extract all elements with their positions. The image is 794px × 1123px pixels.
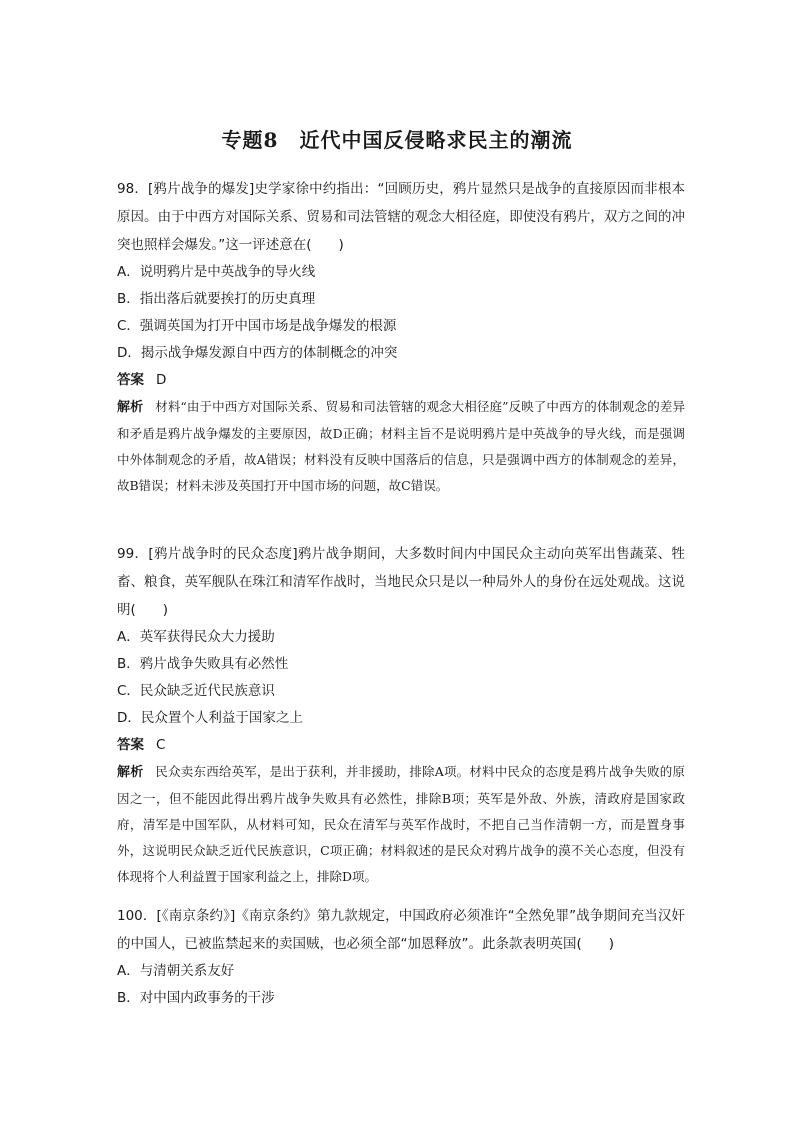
explanation-text: 民众卖东西给英军，是出于获利，并非援助，排除A项。材料中民众的态度是鸦片战争失败的原因之一，但不能因此得出鸦片战争失败具有必然性，排除B项；英军是外敌、外族，清政府是国家政府，清军是中国军队，从材料可知，民众在清军与英军作战时，不把自己当作清朝一方，而是置身事外，这说明民众缺乏近代民族意识，C项正确；材料叙述的是民众对鸦片战争的漠不关心态度，但没有体现将个人利益置于国家利益之上，排除D项。: [117, 764, 685, 884]
question-stem: 99．[鸦片战争时的民众态度]鸦片战争期间，大多数时间内中国民众主动向英军出售蔬菜、牲畜、粮食，英军舰队在珠江和清军作战时，当地民众只是以一种局外人的身份在远处观战。这说明( ): [117, 546, 685, 618]
explanation-label: 解析: [117, 400, 144, 415]
question-99: [117, 540, 685, 890]
answer-value: D: [156, 372, 167, 388]
question-100: [117, 902, 685, 1012]
question-stem: 100．[《南京条约》]《南京条约》第九款规定，中国政府必须准许“全然免罪”战争期间充当汉奸的中国人，已被监禁起来的卖国贼，也必须全部“加恩释放”。此条款表明英国( ): [117, 908, 685, 952]
option-a: A．说明鸦片是中英战争的导火线: [117, 264, 316, 280]
answer-line: [117, 732, 685, 759]
explanation: [117, 759, 685, 890]
question-98: [117, 175, 685, 499]
option-b: B．鸦片战争失败具有必然性: [117, 656, 289, 672]
answer-label: 答案: [117, 737, 144, 753]
question-stem: 98．[鸦片战争的爆发]史学家徐中约指出：“回顾历史，鸦片显然只是战争的直接原因而非根本原因。由于中西方对国际关系、贸易和司法管辖的观念大相径庭，即使没有鸦片，双方之间的冲突也照样会爆发。”这一评述意在( ): [117, 181, 685, 253]
option-b: B．指出落后就要挨打的历史真理: [117, 291, 316, 307]
option-c: C．强调英国为打开中国市场是战争爆发的根源: [117, 318, 397, 334]
page-title: 专题8 近代中国反侵略求民主的潮流: [221, 128, 573, 152]
option-d: D．民众置个人利益于国家之上: [117, 710, 303, 726]
option-c: C．民众缺乏近代民族意识: [117, 683, 275, 699]
explanation-text: 材料“由于中西方对国际关系、贸易和司法管辖的观念大相径庭”反映了中西方的体制观念的差异和矛盾是鸦片战争爆发的主要原因，故D正确；材料主旨不是说明鸦片是中英战争的导火线，而是强调中外体制观念的矛盾，故A错误；材料没有反映中国落后的信息，只是强调中西方的体制观念的差异，故B错误；材料未涉及英国打开中国市场的问题，故C错误。: [117, 399, 685, 493]
option-a: A．与清朝关系友好: [117, 963, 235, 979]
answer-label: 答案: [117, 372, 144, 388]
option-a: A．英军获得民众大力援助: [117, 629, 275, 645]
answer-value: C: [156, 737, 166, 753]
option-b: B．对中国内政事务的干涉: [117, 990, 275, 1006]
explanation: [117, 394, 685, 499]
option-d: D．揭示战争爆发源自中西方的体制概念的冲突: [117, 345, 398, 361]
explanation-label: 解析: [117, 765, 144, 780]
answer-line: [117, 367, 685, 394]
